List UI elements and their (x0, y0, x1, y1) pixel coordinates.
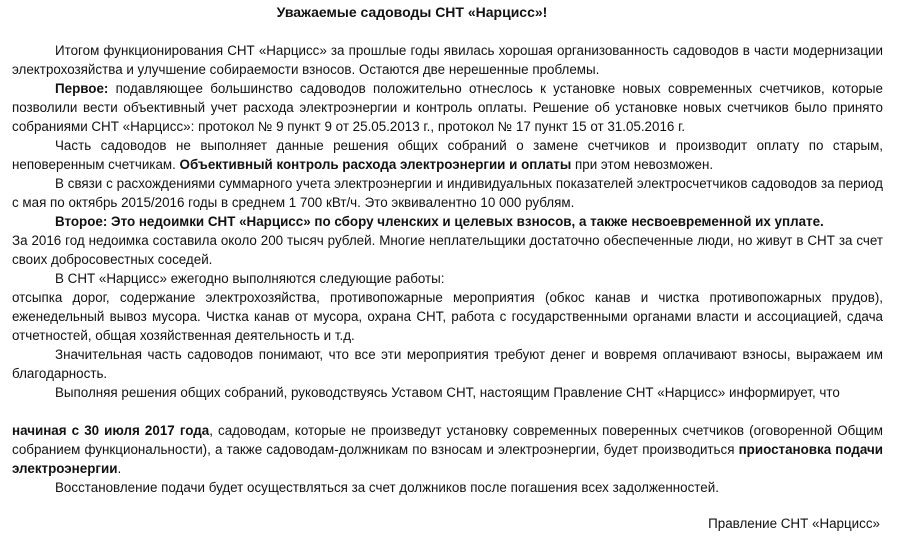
paragraph-restoration: Восстановление подачи будет осуществляться за счет должников после погашения всех задолженностей. (55, 480, 719, 495)
first-text: подавляющее большинство садоводов положительно отнеслось к установке новых современных счетчиков, которые позволили вести объективный учет расхода электроэнергии и контроль оплаты. Решение об установке новых счетчиков было принято собраниями СНТ «Нарцисс»: протокол № 9 пункт 9 от 25.05.2013 г., протокол № 17 пункт 15 от 31.05.2016 г. (12, 81, 883, 134)
paragraph-board-notice: Выполняя решения общих собраний, руководствуясь Уставом СНТ, настоящим Правление СНТ «Нарцисс» информирует, что (55, 385, 840, 400)
date-bold: начиная с 30 июля 2017 года (12, 423, 210, 438)
paragraph-second-problem: Второе: Это недоимки СНТ «Нарцисс» по сбору членских и целевых взносов, а также несвоевременной их уплате. (55, 214, 824, 229)
paragraph-gratitude: Значительная часть садоводов понимают, что все эти мероприятия требуют денег и вовремя оплачивают взносы, выражаем им благодарность. (12, 347, 883, 381)
paragraph-suspension (12, 421, 883, 478)
paragraph-first-problem (12, 79, 883, 136)
objective-control-bold: Объективный контроль расхода электроэнергии и оплаты (179, 157, 572, 172)
paragraph-works-intro: В СНТ «Нарцисс» ежегодно выполняются следующие работы: (55, 271, 445, 286)
suspension-tail: . (117, 461, 122, 476)
paragraph-arrears: За 2016 год недоимка составила около 200 тысяч рублей. Многие неплательщики достаточно обеспеченные люди, но живут в СНТ за счет своих добросовестных соседей. (12, 233, 883, 267)
suspension-bold: приостановка подачи электроэнергии (12, 442, 883, 476)
paragraph-discrepancy: В связи с расхождениями суммарного учета электроэнергии и индивидуальных показателей электросчетчиков садоводов за период с мая по октябрь 2015/2016 годы в среднем 1 700 кВт/ч. Это эквивалентно 10 000 рублям. (12, 176, 883, 210)
old-meters-text: Часть садоводов не выполняет данные решения общих собраний о замене счетчиков и производит оплату по старым, неповеренным счетчикам. (12, 138, 883, 172)
suspension-text: , садоводам, которые не произведут установку современных поверенных счетчиков (оговоренной Общим собранием функциональности), а также садоводам-должникам по взносам и электроэнергии, будет производиться (12, 423, 883, 457)
letter-title: Уважаемые садоводы СНТ «Нарцисс»! (276, 4, 548, 20)
paragraph-intro: Итогом функционирования СНТ «Нарцисс» за прошлые годы явилась хорошая организованность садоводов в части модернизации электрохозяйства и улучшение собираемости взносов. Остаются две нерешенные проблемы. (12, 43, 883, 77)
paragraph-old-meters (12, 136, 883, 174)
signature: Правление СНТ «Нарцисс» (708, 516, 880, 531)
first-label: Первое: (55, 81, 109, 96)
paragraph-works-list: отсыпка дорог, содержание электрохозяйства, противопожарные мероприятия (обкос канав и чистка противопожарных прудов), еженедельный вывоз мусора. Чистка канав от мусора, охрана СНТ, работа с государственными органами власти и ассоциацией, сдача отчетностей, общая хозяйственная деятельность и т.д. (12, 290, 883, 343)
old-meters-tail: при этом невозможен. (571, 157, 714, 172)
